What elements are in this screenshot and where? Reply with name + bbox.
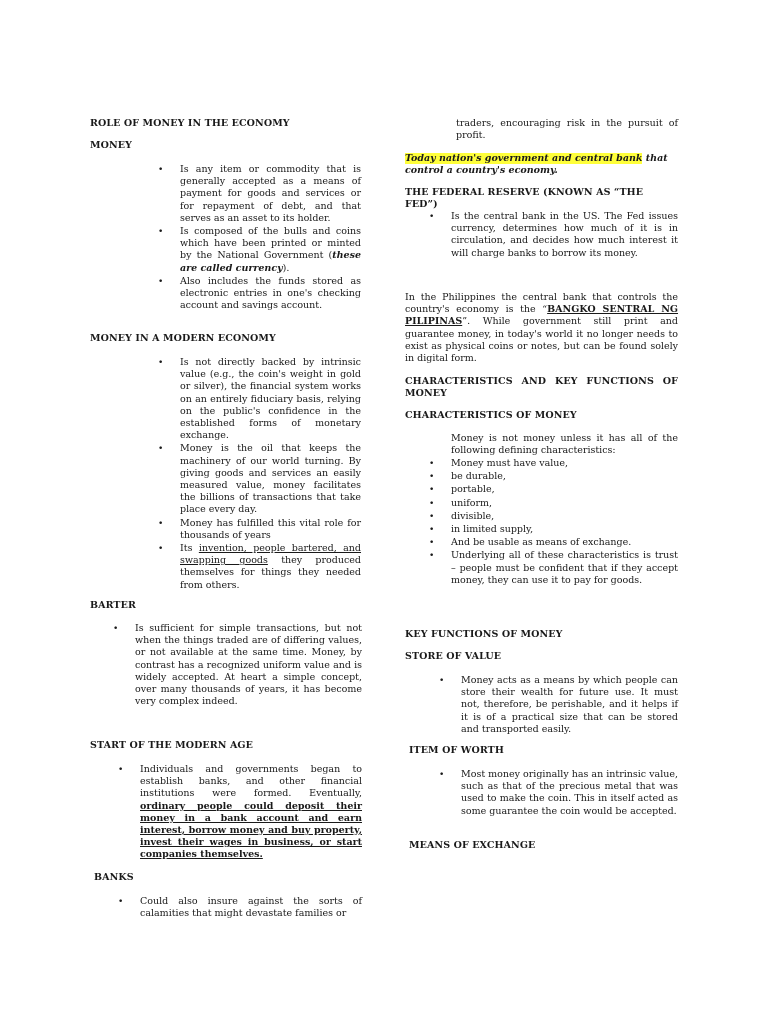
list-item: • divisible, [451,511,678,523]
central-bank-statement: Today nation's government and central bank that control a country's economy. [405,153,668,177]
document-title: ROLE OF MONEY IN THE ECONOMY [90,118,290,129]
list-item: • Most money originally has an intrinsic value, such as that of the precious metal that was used to make the coin. This in itself acted as some guarantee the coin would be accepted. [461,769,678,818]
money-list [180,164,361,313]
modern-age-list [140,764,362,863]
list-item: • Money must have value, [451,458,678,470]
money-heading: MONEY [90,140,132,151]
modern-age-heading: START OF THE MODERN AGE [90,740,253,751]
banks-list [140,896,362,921]
list-item: • Is sufficient for simple transactions, but not when the things traded are of differing values, or not available at the same time. Money, by contrast has a recognized uniform value and is widely accepted. At heart a simple concept, over many thousands of years, it has become very complex indeed. [135,623,362,708]
means-of-exchange-heading: MEANS OF EXCHANGE [409,840,536,851]
key-functions-heading: KEY FUNCTIONS OF MONEY [405,629,563,640]
list-item: • Its invention, people bartered, and swapping goods they produced themselves for things they needed from others. [180,543,361,592]
list-item: • Is not directly backed by intrinsic value (e.g., the coin's weight in gold or silver), the financial system works on an entirely fiduciary basis, relying on the public's confidence in the established forms of monetary exchange. [180,357,361,442]
list-item: • Underlying all of these characteristics is trust – people must be confident that if they accept money, they can use it to pay for goods. [451,550,678,587]
modern-economy-list [180,357,361,593]
characteristics-heading: CHARACTERISTICS OF MONEY [405,410,577,421]
list-item: • Could also insure against the sorts of calamities that might devastate families or [140,896,362,920]
banks-heading: BANKS [94,872,134,883]
fed-heading: THE FEDERAL RESERVE (KNOWN AS “THE FED”) [405,187,644,210]
list-item: • portable, [451,484,678,496]
characteristics-list [451,458,678,588]
store-of-value-heading: STORE OF VALUE [405,651,502,662]
characteristics-functions-heading: CHARACTERISTICS AND KEY FUNCTIONS OF MONEY [405,376,678,399]
list-item: • Money acts as a means by which people can store their wealth for future use. It must not, therefore, be perishable, and it helps if it is of a practical size that can be stored and transported easily. [461,675,678,736]
list-item: • Is the central bank in the US. The Fed issues currency, determines how much of it is in circulation, and decides how much interest it will charge banks to borrow its money. [451,211,678,260]
philippines-paragraph: In the Philippines the central bank that controls the country's economy is the “BANGKO SENTRAL NG PILIPINAS”. While government still print and guarantee money, in today's world it no longer needs to exist as physical coins or notes, but can be found solely in digital form. [405,292,679,365]
list-item: • uniform, [451,498,678,510]
modern-economy-heading: MONEY IN A MODERN ECONOMY [90,333,276,344]
barter-list [135,623,362,709]
fed-list [451,211,678,261]
list-item: • Also includes the funds stored as electronic entries in one's checking account and savings account. [180,276,361,313]
list-item: • Is any item or commodity that is generally accepted as a means of payment for goods and services or for repayment of debt, and that serves as an asset to its holder. [180,164,361,225]
list-item: • Money is the oil that keeps the machinery of our world turning. By giving goods and services an easily measured value, money facilitates the billions of transactions that take place every day. [180,443,361,516]
store-of-value-list [461,675,678,737]
barter-heading: BARTER [90,600,136,611]
list-item: • Individuals and governments began to establish banks, and other financial institutions were formed. Eventually, ordinary people could deposit their money in a bank account and earn interest, borrow money and buy property, invest their wages in business, or start companies themselves. [140,764,362,862]
item-of-worth-list [461,769,678,819]
list-item: • be durable, [451,471,678,483]
list-item: • Is composed of the bulls and coins which have been printed or minted by the National Government (these are called currency). [180,226,361,275]
list-item: • And be usable as means of exchange. [451,537,678,549]
list-item: • in limited supply, [451,524,678,536]
continued-text: traders, encouraging risk in the pursuit of profit. [456,118,678,142]
item-of-worth-heading: ITEM OF WORTH [409,745,504,756]
list-item: • Money has fulfilled this vital role for thousands of years [180,518,361,542]
characteristics-intro: Money is not money unless it has all of the following defining characteristics: [451,433,678,457]
